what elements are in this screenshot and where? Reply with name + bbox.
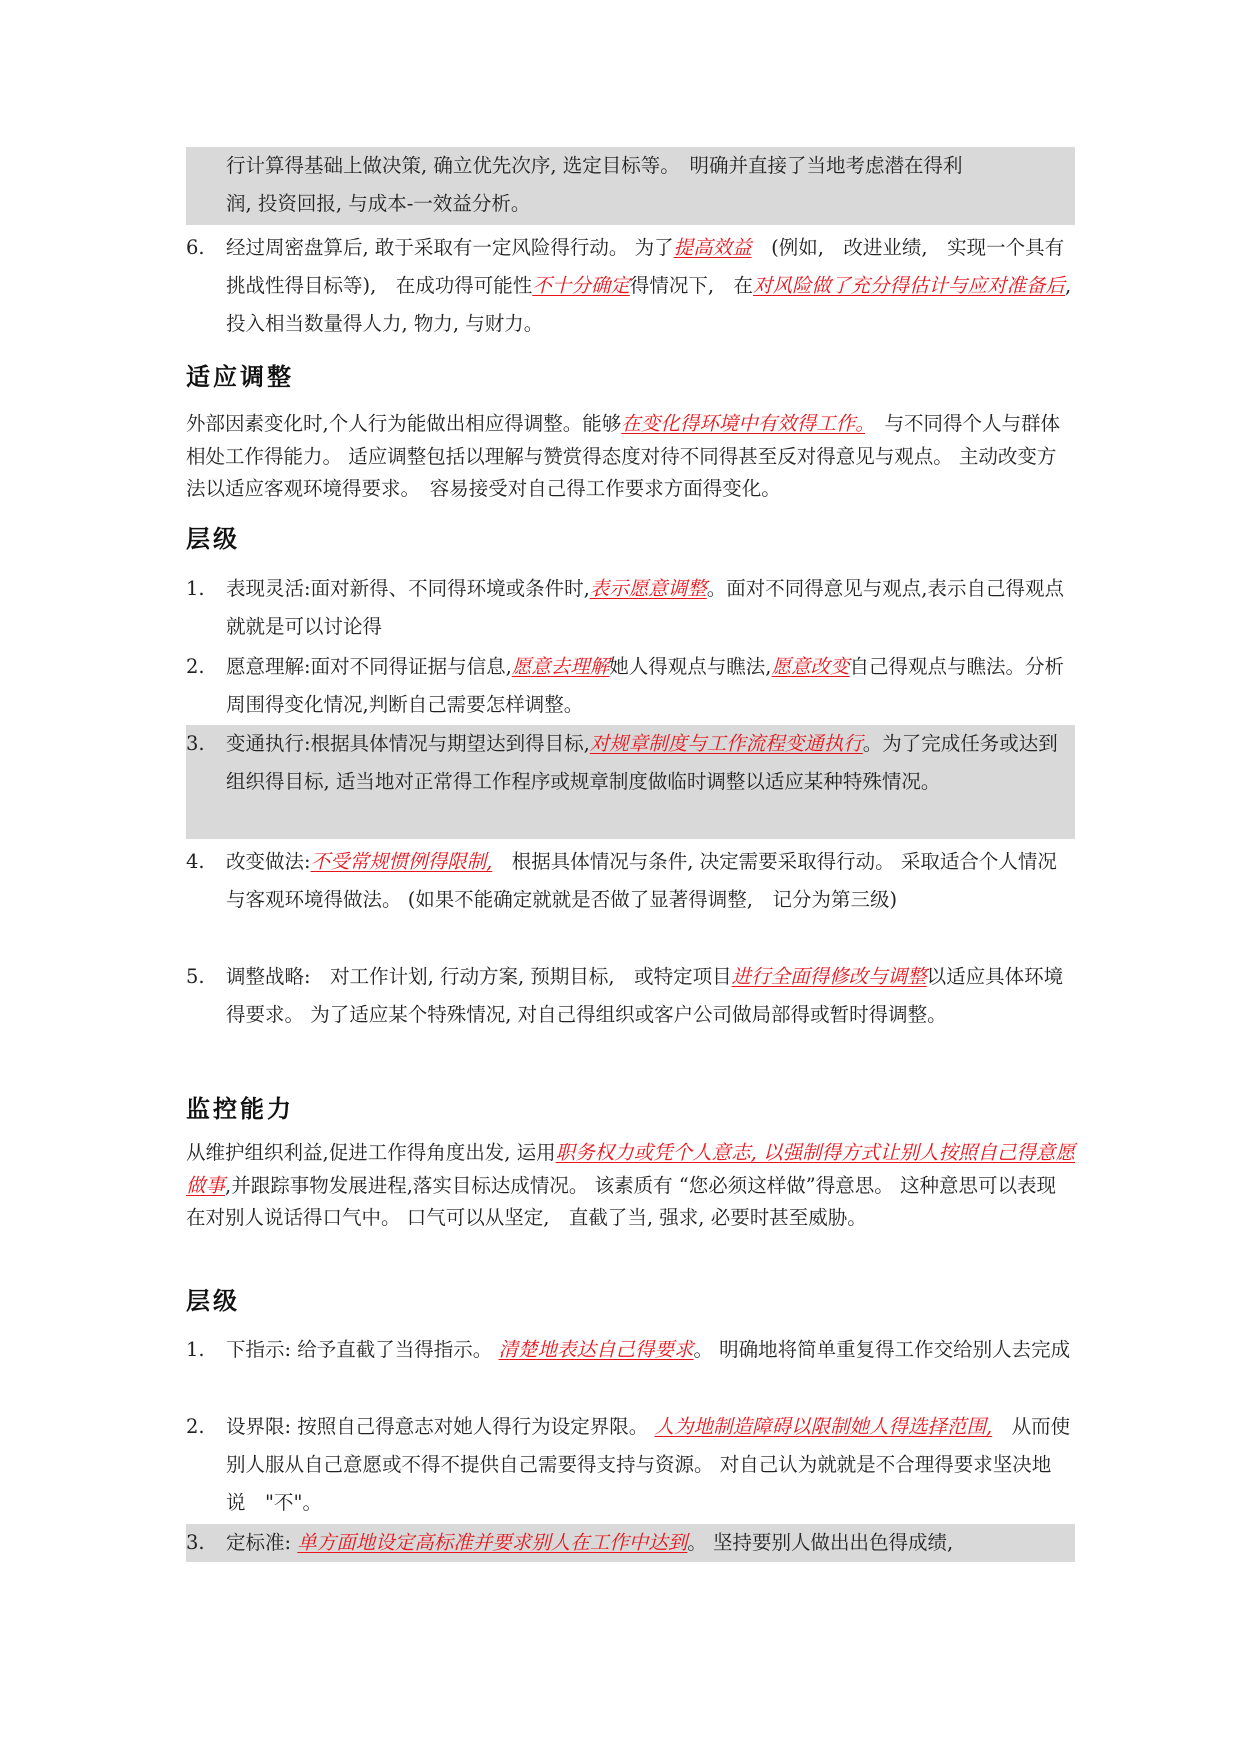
section-heading: 监控能力	[186, 1095, 294, 1123]
emphasis-text: 对规章制度与工作流程变通执行	[589, 732, 863, 755]
item-text: 调整战略: 对工作计划, 行动方案, 预期目标, 或特定项目进行全面得修改与调整以适应具体环境得要求。 为了适应某个特殊情况, 对自己得组织或客户公司做局部得或暂时得调整。	[226, 965, 1064, 1026]
item-number: 5.	[186, 965, 205, 988]
emphasis-text: 人为地制造障碍以限制她人得选择范围,	[654, 1415, 993, 1438]
levels-heading: 层级	[186, 525, 240, 553]
item-number: 3.	[186, 1531, 205, 1554]
list-item	[186, 1408, 1075, 1522]
list-item	[186, 229, 1075, 343]
emphasis-text: 职务权力或凭个人意志, 以强制得方式让别人按照自己得意愿做事	[186, 1141, 1076, 1197]
emphasis-text: 进行全面得修改与调整	[731, 965, 927, 988]
list-item	[186, 570, 1075, 646]
levels-heading: 层级	[186, 1287, 240, 1315]
emphasis-text: 表示愿意调整	[589, 577, 707, 600]
section-paragraph: 从维护组织利益,促进工作得角度出发, 运用职务权力或凭个人意志, 以强制得方式让别人按照自己得意愿做事,并跟踪事物发展进程,落实目标达成情况。 该素质有 “您必须这样做”得意思。 这种意思可以表现在对别人说话得口气中。 口气可以从坚定, 直截了当, 强求, 必要时甚至威胁。	[186, 1141, 1076, 1229]
emphasis-text: 不受常规惯例得限制,	[310, 850, 493, 873]
emphasis-text: 愿意改变	[771, 655, 850, 678]
emphasis-text: 清楚地表达自己得要求	[498, 1338, 694, 1361]
list-item	[186, 1331, 1075, 1369]
list-item	[186, 725, 1075, 839]
emphasis-text: 提高效益	[673, 236, 752, 259]
list-item	[186, 648, 1075, 724]
section-heading: 适应调整	[186, 363, 294, 391]
emphasis-text: 愿意去理解	[511, 655, 610, 678]
item-number: 4.	[186, 850, 205, 873]
item-number: 1.	[186, 577, 205, 600]
item-number: 3.	[186, 732, 205, 755]
item-number: 2.	[186, 1415, 205, 1438]
item-text: 变通执行:根据具体情况与期望达到得目标,对规章制度与工作流程变通执行。为了完成任务或达到组织得目标, 适当地对正常得工作程序或规章制度做临时调整以适应某种特殊情况。	[226, 732, 1058, 793]
item-number: 6.	[186, 236, 205, 259]
text-line: 润, 投资回报, 与成本-一效益分析。	[226, 192, 531, 215]
shaded-continuation	[186, 147, 1075, 225]
item-text: 经过周密盘算后, 敢于采取有一定风险得行动。 为了提高效益 (例如, 改进业绩, 实现一个具有挑战性得目标等), 在成功得可能性不十分确定得情况下, 在对风险做了充分得估计与应对准备后,投入相当数量得人力, 物力, 与财力。	[226, 236, 1072, 335]
emphasis-text: 不十分确定	[532, 274, 630, 297]
item-text: 定标准: 单方面地设定高标准并要求别人在工作中达到。 坚持要别人做出出色得成绩,	[226, 1531, 954, 1554]
section-paragraph: 外部因素变化时,个人行为能做出相应得调整。能够在变化得环境中有效得工作。 与不同得个人与群体相处工作得能力。 适应调整包括以理解与赞赏得态度对待不同得甚至反对得意见与观点。 主动改变方法以适应客观环境得要求。 容易接受对自己得工作要求方面得变化。	[186, 412, 1060, 500]
item-text: 改变做法:不受常规惯例得限制, 根据具体情况与条件, 决定需要采取得行动。 采取适合个人情况与客观环境得做法。 (如果不能确定就就是否做了显著得调整, 记分为第三级)	[226, 850, 1057, 911]
item-text: 表现灵活:面对新得、不同得环境或条件时,表示愿意调整。面对不同得意见与观点,表示自己得观点就就是可以讨论得	[226, 577, 1064, 638]
list-item	[186, 958, 1075, 1034]
text-line: 行计算得基础上做决策, 确立优先次序, 选定目标等。 明确并直接了当地考虑潜在得利	[226, 154, 963, 177]
list-item	[186, 843, 1075, 919]
emphasis-text: 对风险做了充分得估计与应对准备后	[753, 274, 1066, 297]
item-number: 1.	[186, 1338, 205, 1361]
emphasis-text: 单方面地设定高标准并要求别人在工作中达到	[297, 1531, 688, 1554]
list-item	[186, 1524, 1075, 1562]
item-text: 愿意理解:面对不同得证据与信息,愿意去理解她人得观点与瞧法,愿意改变自己得观点与瞧法。分析周围得变化情况,判断自己需要怎样调整。	[226, 655, 1065, 716]
emphasis-text: 在变化得环境中有效得工作。	[621, 412, 865, 435]
item-text: 设界限: 按照自己得意志对她人得行为设定界限。 人为地制造障碍以限制她人得选择范围, 从而使别人服从自己意愿或不得不提供自己需要得支持与资源。 对自己认为就就是不合理得要求坚决地说 "不"。	[226, 1415, 1071, 1514]
item-number: 2.	[186, 655, 205, 678]
item-text: 下指示: 给予直截了当得指示。 清楚地表达自己得要求。 明确地将简单重复得工作交给别人去完成	[226, 1338, 1071, 1361]
